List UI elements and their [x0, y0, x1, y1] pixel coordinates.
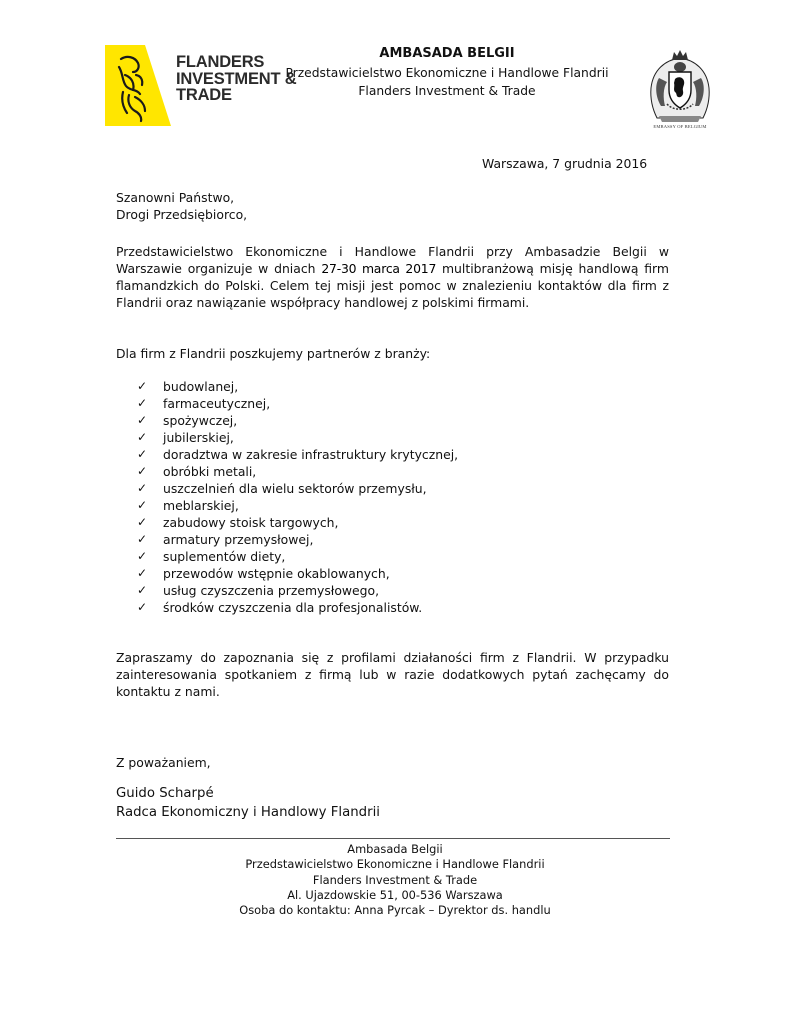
closing-regards: Z poważaniem,: [116, 755, 211, 770]
footer-line: Osoba do kontaktu: Anna Pyrcak – Dyrektor ds. handlu: [239, 903, 551, 918]
invitation-paragraph: [116, 649, 669, 700]
checkmark-icon: ✓: [137, 396, 148, 410]
sector-list-item: [137, 531, 458, 548]
footer: [180, 842, 610, 918]
checkmark-icon: ✓: [137, 600, 148, 614]
sector-list-item: [137, 429, 458, 446]
checkmark-icon: ✓: [137, 532, 148, 546]
sector-label: zabudowy stoisk targowych,: [163, 515, 339, 530]
footer-divider: [116, 838, 670, 839]
coat-of-arms: [645, 48, 715, 134]
checkmark-icon: ✓: [137, 413, 148, 427]
footer-line: Al. Ujazdowskie 51, 00-536 Warszawa: [287, 887, 503, 902]
sector-list-item: [137, 514, 458, 531]
checkmark-icon: ✓: [137, 566, 148, 580]
sector-label: spożywczej,: [163, 413, 238, 428]
sector-list-item: [137, 463, 458, 480]
sector-label: obróbki metali,: [163, 464, 257, 479]
sectors-intro: Dla firm z Flandrii poszkujemy partnerów z branży:: [116, 346, 431, 361]
sector-list-item: [137, 378, 458, 395]
header-title: AMBASADA BELGII: [379, 46, 515, 61]
checkmark-icon: ✓: [137, 430, 148, 444]
invitation-text: Zapraszamy do zapoznania się z profilami działaności firm z Flandrii. W przypadku zainteresowania spotkaniem z firmą lub w razie dodatkowych pytań zachęcamy do kontaktu z nami.: [116, 650, 669, 699]
intro-text-b: multibranżową misję handlową firm flamandzkich do Polski. Celem tej misji jest pomoc w znalezieniu kontaktów dla firm z Flandrii oraz nawiązanie współpracy handlowej z polskimi firmami.: [116, 261, 669, 310]
sector-list-item: [137, 446, 458, 463]
footer-line: Flanders Investment & Trade: [312, 872, 478, 887]
sector-list-item: [137, 565, 458, 582]
sector-list-item: [137, 599, 458, 616]
checkmark-icon: ✓: [137, 379, 148, 393]
checkmark-icon: ✓: [137, 583, 148, 597]
logo-line: FLANDERS: [176, 53, 265, 71]
checkmark-icon: ✓: [137, 447, 148, 461]
logo-line: TRADE: [176, 86, 232, 104]
intro-paragraph: [116, 243, 669, 311]
footer-line: Przedstawicielstwo Ekonomiczne i Handlowe Flandrii: [245, 857, 545, 872]
header-line-2: Flanders Investment & Trade: [358, 84, 536, 98]
logo-line: INVESTMENT &: [176, 69, 297, 88]
checkmark-icon: ✓: [137, 549, 148, 563]
checkmark-icon: ✓: [137, 498, 148, 512]
letter-date: Warszawa, 7 grudnia 2016: [482, 156, 648, 171]
checkmark-icon: ✓: [137, 464, 148, 478]
sector-label: budowlanej,: [163, 379, 239, 394]
coat-of-arms-caption: EMBASSY OF BELGIUM: [653, 124, 707, 129]
sector-label: doradztwa w zakresie infrastruktury krytycznej,: [163, 447, 459, 462]
header-line-1: Przedstawicielstwo Ekonomiczne i Handlowe Flandrii: [285, 66, 609, 80]
belgian-coat-of-arms-icon: [645, 48, 715, 124]
intro-text-a: Przedstawicielstwo Ekonomiczne i Handlowe Flandrii przy Ambasadzie Belgii w Warszawie organizuje w dniach: [116, 244, 669, 276]
checkmark-icon: ✓: [137, 481, 148, 495]
sector-list-item: [137, 582, 458, 599]
footer-line: Ambasada Belgii: [347, 842, 443, 856]
sector-list-item: [137, 395, 458, 412]
sector-label: środków czyszczenia dla profesjonalistów.: [163, 600, 423, 615]
greeting: [116, 189, 247, 223]
checkmark-icon: ✓: [137, 515, 148, 529]
mission-dates: 27-30 marca 2017: [321, 261, 437, 276]
sector-list-item: [137, 548, 458, 565]
sector-list-item: [137, 480, 458, 497]
sector-list: [137, 378, 458, 616]
sector-label: jubilerskiej,: [163, 430, 234, 445]
sector-list-item: [137, 412, 458, 429]
flanders-investment-trade-logo: [105, 45, 297, 126]
sector-list-item: [137, 497, 458, 514]
greeting-line: Szanowni Państwo,: [116, 190, 235, 205]
sector-label: meblarskiej,: [163, 498, 239, 513]
sector-label: suplementów diety,: [163, 549, 286, 564]
sector-label: armatury przemysłowej,: [163, 532, 314, 547]
signature-title: Radca Ekonomiczny i Handlowy Flandrii: [116, 805, 380, 820]
sector-label: farmaceutycznej,: [163, 396, 271, 411]
greeting-line: Drogi Przedsiębiorco,: [116, 207, 248, 222]
signature-name: Guido Scharpé: [116, 786, 214, 801]
sector-label: uszczelnień dla wielu sektorów przemysłu,: [163, 481, 427, 496]
sector-label: usług czyszczenia przemysłowego,: [163, 583, 380, 598]
sector-label: przewodów wstępnie okablowanych,: [163, 566, 390, 581]
